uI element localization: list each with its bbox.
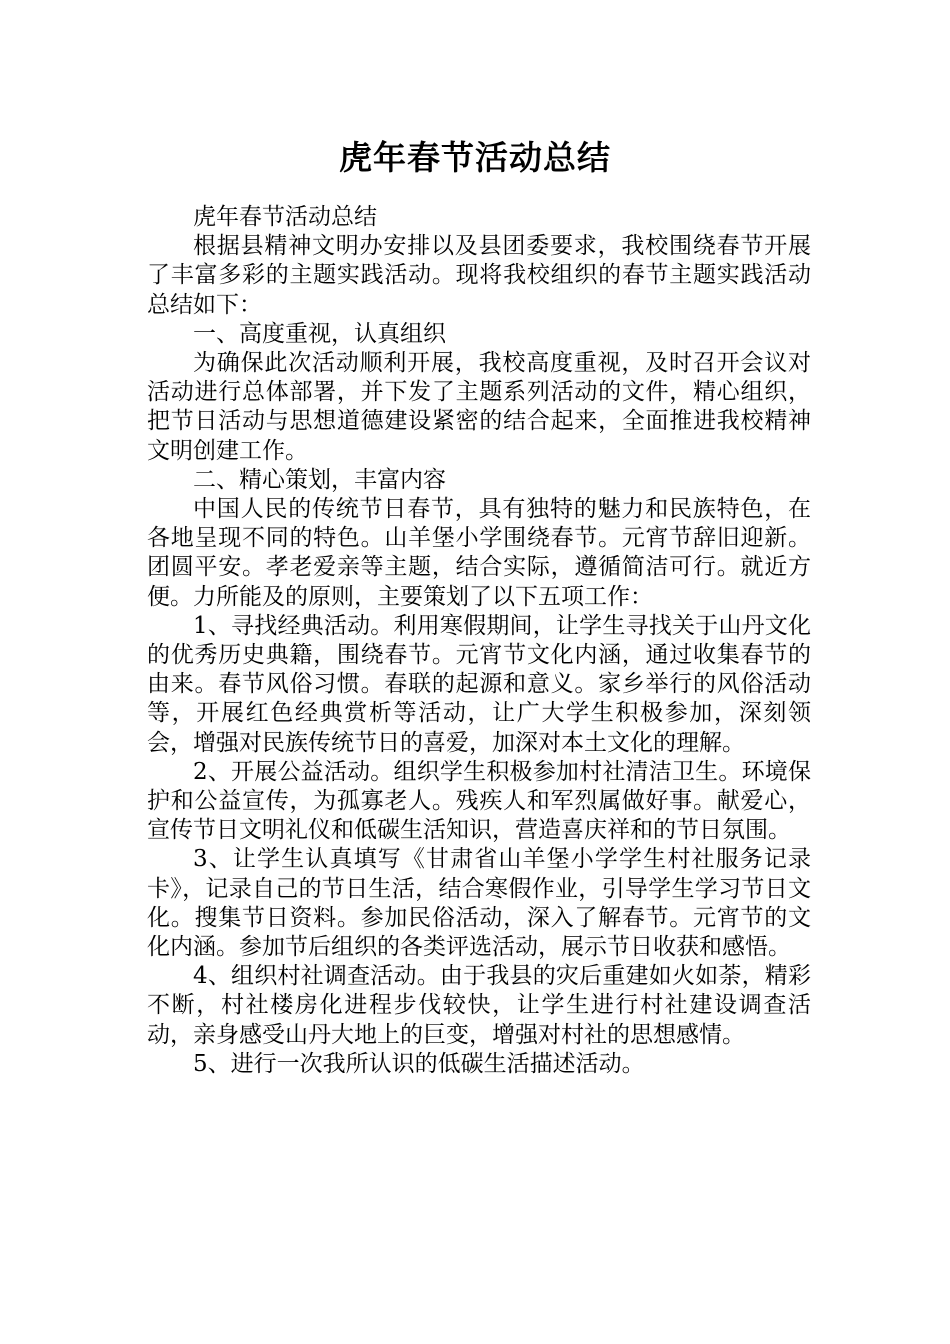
paragraph-section-1: 为确保此次活动顺利开展，我校高度重视，及时召开会议对活动进行总体部署，并下发了主题系列活动的文件，精心组织，把节日活动与思想道德建设紧密的结合起来，全面推进我校精神文明创建工作。	[147, 350, 811, 464]
list-item-5: 5、进行一次我所认识的低碳生活描述活动。	[193, 1050, 645, 1077]
paragraph-subtitle: 虎年春节活动总结	[193, 204, 377, 230]
section-heading-1: 一、高度重视，认真组织	[193, 320, 446, 347]
document-title: 虎年春节活动总结	[339, 138, 611, 177]
paragraph-intro: 根据县精神文明办安排以及县团委要求，我校围绕春节开展了丰富多彩的主题实践活动。现将我校组织的春节主题实践活动总结如下：	[147, 233, 811, 318]
document-body	[147, 203, 811, 1079]
list-item-3: 3、让学生认真填写《甘肃省山羊堡小学学生村社服务记录卡》，记录自己的节日生活，结合寒假作业，引导学生学习节日文化。搜集节日资料。参加民俗活动，深入了解春节。元宵节的文化内涵。参加节后组织的各类评选活动，展示节日收获和感悟。	[147, 846, 811, 961]
paragraph-section-2: 中国人民的传统节日春节，具有独特的魅力和民族特色，在各地呈现不同的特色。山羊堡小学围绕春节。元宵节辞旧迎新。团圆平安。孝老爱亲等主题，结合实际，遵循简洁可行。就近方便。力所能及的原则，主要策划了以下五项工作：	[147, 496, 811, 610]
section-heading-2: 二、精心策划，丰富内容	[193, 466, 446, 493]
list-item-1: 1、寻找经典活动。利用寒假期间，让学生寻找关于山丹文化的优秀历史典籍，围绕春节。元宵节文化内涵，通过收集春节的由来。春节风俗习惯。春联的起源和意义。家乡举行的风俗活动等，开展红色经典赏析等活动，让广大学生积极参加，深刻领会，增强对民族传统节日的喜爱，加深对本土文化的理解。	[147, 612, 811, 756]
list-item-4: 4、组织村社调查活动。由于我县的灾后重建如火如荼，精彩不断，村社楼房化进程步伐较快，让学生进行村社建设调查活动，亲身感受山丹大地上的巨变，增强对村社的思想感情。	[147, 963, 811, 1048]
list-item-2: 2、开展公益活动。组织学生积极参加村社清洁卫生。环境保护和公益宣传，为孤寡老人。残疾人和军烈属做好事。献爱心，宣传节日文明礼仪和低碳生活知识，营造喜庆祥和的节日氛围。	[147, 758, 811, 844]
